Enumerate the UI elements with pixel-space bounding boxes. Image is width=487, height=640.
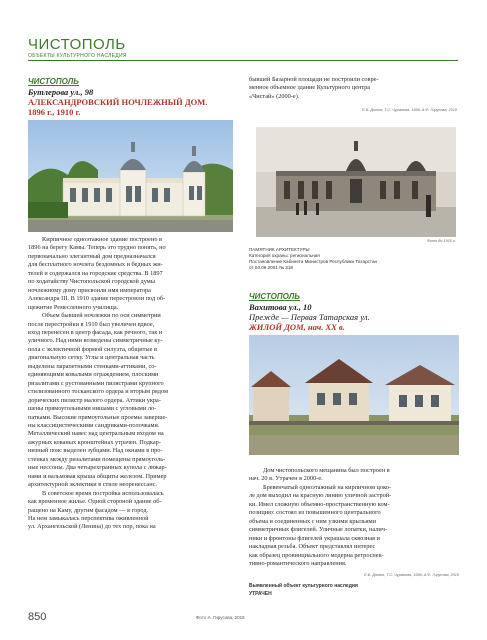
meta-line: от 04.06.2001 № 318 [249,265,293,270]
body-line: диагональную сетку. Углы и центральная часть [28,354,155,362]
body-line: низный пояс выделен зубцами. Над окнами в про- [28,447,163,455]
body-line: уличного. Над ними возведены симметричные ку- [28,337,163,345]
entry2-body [249,467,459,568]
body-line: ки. Имел сложную объемно-пространственную ком- [249,500,390,508]
body-line: «Чистай» (2000-е). [249,92,300,100]
body-line: телей и содержался на городские средства. В 1897 [28,269,163,277]
body-line: как временное жилье. Одной стороной здание об- [28,498,162,506]
body-line: позицию: состоял из повышенного центрального [249,509,381,517]
entry1-continuation [249,76,457,101]
body-line: Александра III. В 1910 здание перестроили под об- [28,295,166,303]
body-line: тивно-романтического направления. [249,559,347,567]
footer-photo-credit: Фото А. Гирусова, 2015 [196,615,245,620]
historic-photo-caption: Фото до 1910 г. [426,239,456,243]
body-line: 1896 на берегу Камы. Теперь это трудно понять, но [28,244,166,252]
entry2-address: Вахитова ул., 10 [249,302,312,312]
body-line: объема и соединенных с ним узкими крыльями [249,517,377,525]
entry2-credit: Е.Б. Дюпин, Т.С. Чуранова, 1996; А.Ф. Гирусова, 2015 [364,573,459,577]
entry2-name: ЖИЛОЙ ДОМ, нач. XX в. [249,322,345,332]
entry1-photo [28,120,233,232]
body-line: ращено на Каму, другим фасадом — в город. [28,506,149,514]
entry1-date: 1896 г., 1910 г. [28,107,81,117]
body-line: по ходатайству Чистопольской городской думы [28,278,155,286]
body-line: щежитие Ремесленного училища. [28,303,119,311]
body-line: первоначально элегантный дом предназначался [28,252,156,260]
body-line: после перестройки в 1910 был увеличен вдвое, [28,320,155,328]
entry1-meta [249,247,459,271]
body-line: ночлежному дому присвоили имя императора [28,286,151,294]
body-line: Бревенчатый одноэтажный на кирпичном цоко- [263,483,392,491]
body-line: ники и фронтоны флигелей украшала сквозная и [249,534,380,542]
body-line: стилизованного тосканского ордера и вторым рядом [28,388,168,396]
body-line: нач. 20 в. Утрачен в 2000-е. [249,475,323,483]
body-line: единяющими ковалыми ограждением, плоскими [28,371,159,379]
entry1-historic-photo [256,127,456,237]
header-divider [28,60,458,61]
body-line: архитектурной эклектики в стиле неоренессанс. [28,481,157,489]
body-line: патками. Высокие прямоугольные проемы заверше- [28,413,168,421]
meta-line: ПАМЯТНИК АРХИТЕКТУРЫ [249,247,310,252]
entry1-section: ЧИСТОПОЛЬ [28,77,79,86]
body-line: ле дом выходил на красную линию уличной застрой- [249,492,392,500]
body-line: дорических пилястр малого ордера. Аттики укра- [28,396,161,404]
body-line: накладная резьба. Объект представлял интерес [249,543,376,551]
entry1-address: Бутлерова ул., 98 [28,87,94,97]
entry1-credit: Е.Б. Дюпин, Т.С. Чуранова, 1996; А.Ф. Гирусова, 2015 [362,108,457,112]
body-line: пола с эклектичной формой силуэта, общитые в [28,345,157,353]
page-header-title: ЧИСТОПОЛЬ [28,36,126,53]
body-line: ны классицистическими сандриками-полочками. [28,421,160,429]
entry2-photo [249,335,459,455]
page-number: 850 [28,611,47,623]
entry2-former-name: Прежде — Первая Татарская ул. [249,312,370,322]
body-line: На нем замыкалась перспектива оживленной [28,514,149,522]
entry1-name: АЛЕКСАНДРОВСКИЙ НОЧЛЕЖНЫЙ ДОМ. [28,97,208,107]
entry2-lost-status: УТРАЧЕН [249,591,272,597]
meta-line: Категория охраны: региональная [249,253,320,258]
body-line: ул. Архангельской (Ленина) до тех пор, пока на [28,523,156,531]
body-line: шены прямоугольными нишами с угловыми ло- [28,405,157,413]
body-line: В советское время постройка использовалась [42,489,164,497]
entry2-status: Выявленный объект культурного наследия [249,583,358,589]
historic-photo-image [256,127,456,237]
body-line: стенках между ризалитами помещены прямоуголь- [28,455,166,463]
house-photo-image [249,335,459,455]
body-line: как образец провинциального модерна ретроспек- [249,551,384,559]
body-line: Дом чистопольского мещанина был построен в [263,467,390,474]
page-header-subtitle: ОБЪЕКТЫ КУЛЬТУРНОГО НАСЛЕДИЯ [28,53,127,59]
meta-line: Постановление Кабинета Министров Республики Татарстан [249,259,378,264]
entry1-body [28,236,233,532]
body-line: Металлический навес над центральным входом на [28,430,164,438]
body-line: ные нессоны. Два четырехгранных купола с люкар- [28,464,167,472]
entry2-section: ЧИСТОПОЛЬ [249,292,300,301]
body-line: менное объемное здание Культурного центра [249,84,371,92]
body-line: ризалитами с рустованными пилястрами крупного [28,379,164,387]
body-line: симметричных флигелей. Уличные лопатки, налич- [249,526,387,534]
body-line: нами и вальмовая крыша общиты железом. Пример [28,472,167,480]
body-line: для бесплатного ночлега бездомных и бедных жи- [28,261,163,269]
body-line: Объем бывшей ночлежки по оси симметрии [42,312,161,320]
body-line: ажурных кованых кронштейнах утрачен. Подкар- [28,438,161,446]
building-photo-image [28,120,233,232]
body-line: бывшей Базарной площади не построили совре- [249,76,379,83]
body-line: вход перенесен в центр фасада, как речного, так и [28,328,163,336]
body-line: Кирпичное одноэтажное здание построено в [42,236,163,243]
body-line: выделены парапетными стенками-аттиками, со- [28,362,157,370]
